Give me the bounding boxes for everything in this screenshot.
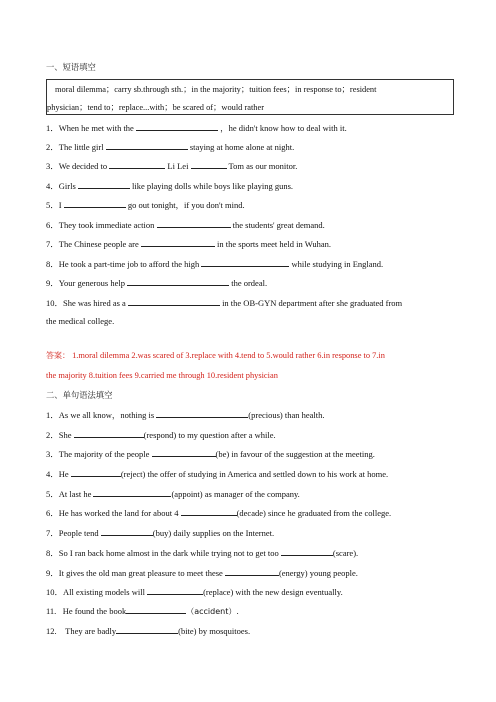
question-number: 3． [46,449,59,459]
question-text: He [58,469,69,479]
phrase-bank-line1: moral dilemma；carry sb.through sth.；in the majority；tuition fees；in response to；resident [55,85,377,94]
s1-question-5 [46,199,245,211]
question-number: 6． [46,508,59,518]
question-text: (be) in favour of the suggestion at the meeting. [215,449,375,459]
answer-blank[interactable] [152,448,216,457]
s1-question-10-continued: the medical college. [46,316,115,326]
question-text: Your generous help [58,278,125,288]
answer-blank[interactable] [71,468,121,477]
question-number: 3． [46,161,59,171]
s2-question-6 [46,507,391,519]
question-text: (appoint) as manager of the company. [171,489,300,499]
question-text: like playing dolls while boys like playing guns. [132,181,294,191]
s2-question-1 [46,409,325,421]
answer-blank[interactable] [64,199,126,208]
question-number: 2． [46,142,59,152]
question-text: Li Lei [167,161,189,171]
answer-blank[interactable] [136,122,218,131]
question-text: People tend [58,528,99,538]
question-number: 5． [46,200,59,210]
question-text: They are badly [65,626,117,636]
s2-question-5 [46,488,300,500]
answer-blank[interactable] [106,141,188,150]
question-text: (buy) daily supplies on the Internet. [152,528,275,538]
question-text: Tom as our monitor. [228,161,298,171]
answer-blank[interactable] [156,409,248,418]
question-number: 9． [46,568,59,578]
s1-question-10 [46,297,402,309]
question-number: 8． [46,548,59,558]
answer-blank[interactable] [126,605,186,614]
question-text: (respond) to my question after a while. [143,430,276,440]
question-text: (reject) the offer of studying in America and settled down to his work at home. [120,469,389,479]
question-number: 10． [46,298,64,308]
question-text: He took a part-time job to afford the high [58,259,200,269]
s2-question-9 [46,567,358,579]
question-text: It gives the old man great pleasure to meet these [58,568,223,578]
question-text: (decade) since he graduated from the college. [236,508,392,518]
answer-blank[interactable] [74,429,144,438]
question-text: The majority of the people [58,449,150,459]
s2-question-12 [46,625,250,637]
question-text: He has worked the land for about 4 [58,508,179,518]
answer-blank[interactable] [109,160,165,169]
answer-blank[interactable] [225,567,279,576]
question-text: I [58,200,62,210]
question-text: The Chinese people are [58,239,139,249]
question-number: 6． [46,220,59,230]
answer-blank[interactable] [116,625,178,634]
question-text: He found the book [62,606,127,616]
answer-blank[interactable] [141,238,215,247]
question-number: 10． [46,587,64,597]
question-text: As we all know，nothing is [58,410,155,420]
question-number: 7． [46,528,59,538]
question-text: (replace) with the new design eventually. [203,587,343,597]
s1-question-3 [46,160,297,172]
answer-blank[interactable] [147,586,203,595]
question-text: ，he didn't know how to deal with it. [220,123,347,133]
question-text: (bite) by mosquitoes. [178,626,251,636]
question-text: Girls [58,181,76,191]
question-text: (scare). [332,548,359,558]
question-text: (energy) young people. [278,568,358,578]
s1-question-4 [46,180,293,192]
question-text: the ordeal. [231,278,268,288]
answer-blank[interactable] [281,547,333,556]
question-number: 12. [46,626,57,636]
question-number: 9． [46,278,59,288]
question-text: We decided to [58,161,108,171]
question-text: The little girl [58,142,104,152]
phrase-bank-box [46,79,454,115]
question-number: 11. [46,606,57,616]
question-text: She [58,430,72,440]
s1-question-9 [46,277,267,289]
question-number: 1． [46,123,59,133]
question-text: （accident）. [186,607,239,616]
answer-blank[interactable] [93,488,171,497]
question-text: go out tonight，if you don't mind. [127,200,245,210]
question-text: So I ran back home almost in the dark while trying not to get too [58,548,279,558]
question-number: 4． [46,469,59,479]
answer-blank[interactable] [128,297,220,306]
question-number: 8． [46,259,59,269]
s2-question-8 [46,547,358,559]
answer-blank[interactable] [181,507,237,516]
answer-blank[interactable] [78,180,130,189]
answer-blank[interactable] [101,527,153,536]
answer-key-line2: the majority 8.tuition fees 9.carried me through 10.resident physician [46,371,278,380]
question-text: They took immediate action [58,220,155,230]
question-number: 2． [46,430,59,440]
s1-question-2 [46,141,294,153]
answer-blank[interactable] [157,219,231,228]
answer-blank[interactable] [201,258,289,267]
s2-question-7 [46,527,274,539]
question-text: the students' great demand. [232,220,325,230]
s1-question-1 [46,122,347,134]
s1-question-6 [46,219,325,231]
s2-question-10 [46,586,343,598]
s2-question-4 [46,468,388,480]
s1-question-7 [46,238,331,250]
section1-heading: 一、短语填空 [46,62,96,72]
answer-blank[interactable] [127,277,229,286]
question-number: 4． [46,181,59,191]
question-number: 7． [46,239,59,249]
s1-question-8 [46,258,383,270]
question-text: in the sports meet held in Wuhan. [217,239,332,249]
question-text: At last he [58,489,92,499]
question-text: staying at home alone at night. [189,142,295,152]
s2-question-3 [46,448,375,460]
question-text: while studying in England. [291,259,384,269]
answer-key-line1 [46,350,385,361]
answer-blank[interactable] [191,160,227,169]
section2-heading: 二、单句语法填空 [46,390,113,400]
answer-label: 答案： [46,351,70,360]
question-text: She was hired as a [63,298,126,308]
s2-question-2 [46,429,276,441]
s2-question-11 [46,605,239,617]
phrase-bank-line2: physician；tend to；replace...with；be scared of；would rather [47,103,264,112]
question-text: in the OB-GYN department after she graduated from [222,298,403,308]
answer-text: 1.moral dilemma 2.was scared of 3.replace with 4.tend to 5.would rather 6.in response to 7.in [72,351,385,360]
question-number: 5． [46,489,59,499]
question-number: 1． [46,410,59,420]
question-text: (precious) than health. [248,410,325,420]
question-text: When he met with the [58,123,134,133]
question-text: All existing models will [63,587,145,597]
